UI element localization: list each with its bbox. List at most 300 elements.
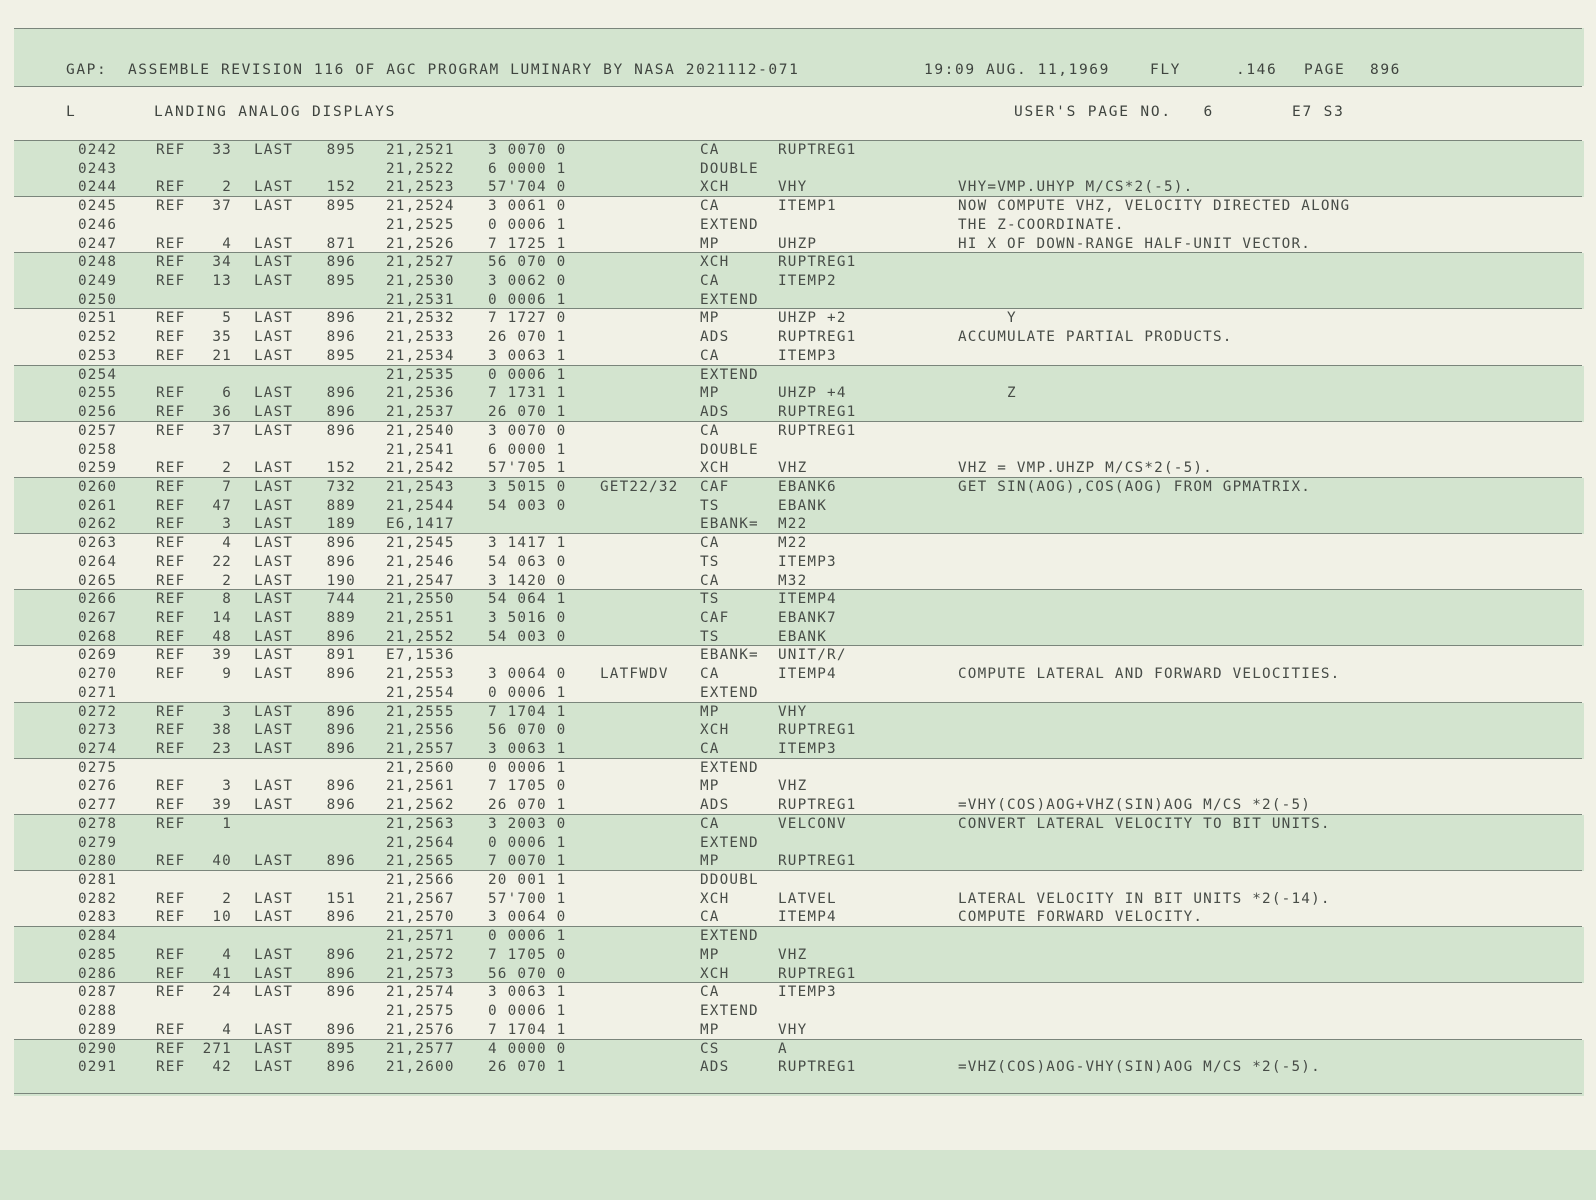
page-label: PAGE (1304, 62, 1346, 78)
ref-label: REF (156, 553, 186, 570)
last-page: 732 (326, 478, 356, 495)
octal-word: 3 5015 0 (488, 478, 567, 495)
last-page: 896 (326, 553, 356, 570)
listing-row (14, 478, 1582, 497)
ref-label: REF (156, 329, 186, 346)
octal-word: 0 0006 1 (488, 1003, 567, 1020)
ref-count: 22 (212, 553, 232, 570)
line-number: 0266 (78, 591, 118, 608)
last-label: LAST (254, 647, 294, 664)
octal-word: 56 070 0 (488, 965, 567, 982)
address: 21,2523 (386, 179, 455, 196)
operand: M22 (778, 535, 808, 552)
octal-word: 56 070 0 (488, 722, 567, 739)
address: 21,2564 (386, 834, 455, 851)
address: 21,2521 (386, 142, 455, 158)
ref-label: REF (156, 422, 186, 439)
octal-word: 54 003 0 (488, 628, 567, 645)
comment: THE Z-COORDINATE. (958, 216, 1125, 233)
comment: =VHZ(COS)AOG-VHY(SIN)AOG M/CS *2(-5). (958, 1059, 1321, 1076)
octal-word: 54 064 1 (488, 591, 567, 608)
ref-label: REF (156, 815, 186, 832)
ref-label: REF (156, 722, 186, 739)
octal-word: 3 1417 1 (488, 535, 567, 552)
opcode: EBANK= (700, 516, 759, 533)
last-label: LAST (254, 478, 294, 495)
last-page: 889 (326, 497, 356, 514)
opcode: ADS (700, 329, 730, 346)
last-page: 896 (326, 741, 356, 757)
listing-row (14, 703, 1582, 722)
address: 21,2533 (386, 329, 455, 346)
opcode: EXTEND (700, 1003, 759, 1020)
ref-count: 3 (222, 703, 232, 720)
opcode: CA (700, 347, 720, 364)
opcode: CA (700, 666, 720, 683)
ref-label: REF (156, 1059, 186, 1076)
operand: EBANK (778, 628, 828, 645)
operand: EBANK7 (778, 609, 837, 626)
ref-label: REF (156, 273, 186, 290)
last-page: 744 (326, 591, 356, 608)
line-number: 0279 (78, 834, 118, 851)
comment: CONVERT LATERAL VELOCITY TO BIT UNITS. (958, 815, 1331, 832)
octal-word: 26 070 1 (488, 797, 567, 814)
last-label: LAST (254, 516, 294, 533)
last-label: LAST (254, 609, 294, 626)
line-number: 0268 (78, 628, 118, 645)
address: 21,2560 (386, 759, 455, 776)
last-page: 190 (326, 572, 356, 589)
ref-count: 21 (212, 347, 232, 364)
last-label: LAST (254, 179, 294, 196)
operand: ITEMP2 (778, 273, 837, 290)
ref-label: REF (156, 666, 186, 683)
operand: ITEMP4 (778, 666, 837, 683)
last-page: 896 (326, 404, 356, 421)
comment: LATERAL VELOCITY IN BIT UNITS *2(-14). (958, 890, 1331, 907)
listing-row (14, 160, 1582, 179)
listing-row (14, 366, 1582, 385)
address: 21,2530 (386, 273, 455, 290)
listing-row (14, 1040, 1582, 1059)
ref-label: REF (156, 385, 186, 402)
last-label: LAST (254, 535, 294, 552)
line-number: 0286 (78, 965, 118, 982)
operand: ITEMP3 (778, 984, 837, 1001)
ref-label: REF (156, 235, 186, 252)
last-page: 895 (326, 198, 356, 215)
address: 21,2542 (386, 460, 455, 477)
line-number: 0291 (78, 1059, 118, 1076)
operand: ITEMP4 (778, 909, 837, 926)
opcode: MP (700, 778, 720, 795)
ref-label: REF (156, 741, 186, 757)
ref-count: 9 (222, 666, 232, 683)
line-number: 0278 (78, 815, 118, 832)
listing-row (14, 590, 1582, 609)
listing-row (14, 684, 1582, 703)
ref-count: 8 (222, 591, 232, 608)
ref-count: 7 (222, 478, 232, 495)
ref-count: 3 (222, 516, 232, 533)
ref-label: REF (156, 1040, 186, 1057)
ref-count: 6 (222, 385, 232, 402)
opcode: TS (700, 628, 720, 645)
ref-label: REF (156, 404, 186, 421)
ref-count: 39 (212, 797, 232, 814)
ref-count: 33 (212, 142, 232, 158)
version-number: .146 (1236, 62, 1278, 78)
ref-label: REF (156, 628, 186, 645)
operand: RUPTREG1 (778, 404, 857, 421)
ref-count: 4 (222, 235, 232, 252)
line-number: 0270 (78, 666, 118, 683)
operand: VHZ (778, 460, 808, 477)
address: 21,2547 (386, 572, 455, 589)
section-title: LANDING ANALOG DISPLAYS (154, 104, 397, 120)
opcode: EXTEND (700, 216, 759, 233)
opcode: ADS (700, 404, 730, 421)
opcode: XCH (700, 722, 730, 739)
listing-row (14, 347, 1582, 366)
ref-label: REF (156, 497, 186, 514)
last-label: LAST (254, 909, 294, 926)
listing-row (14, 908, 1582, 927)
line-number: 0287 (78, 984, 118, 1001)
line-number: 0277 (78, 797, 118, 814)
ref-count: 36 (212, 404, 232, 421)
subheader-mark: L (66, 104, 77, 120)
operand: RUPTREG1 (778, 965, 857, 982)
last-page: 152 (326, 460, 356, 477)
last-label: LAST (254, 198, 294, 215)
last-label: LAST (254, 329, 294, 346)
octal-word: 57'704 0 (488, 179, 567, 196)
opcode: TS (700, 591, 720, 608)
ref-count: 10 (212, 909, 232, 926)
address: 21,2544 (386, 497, 455, 514)
line-number: 0252 (78, 329, 118, 346)
comment: COMPUTE LATERAL AND FORWARD VELOCITIES. (958, 666, 1341, 683)
address: 21,2570 (386, 909, 455, 926)
last-label: LAST (254, 965, 294, 982)
octal-word: 0 0006 1 (488, 684, 567, 701)
line-number: 0275 (78, 759, 118, 776)
last-page: 895 (326, 347, 356, 364)
ref-label: REF (156, 1021, 186, 1038)
last-page: 896 (326, 797, 356, 814)
listing-row (14, 852, 1582, 871)
ref-count: 2 (222, 179, 232, 196)
operand: RUPTREG1 (778, 797, 857, 814)
line-number: 0283 (78, 909, 118, 926)
octal-word: 3 2003 0 (488, 815, 567, 832)
listing-row (14, 871, 1582, 890)
address: 21,2537 (386, 404, 455, 421)
line-number: 0253 (78, 347, 118, 364)
line-number: 0256 (78, 404, 118, 421)
opcode: CA (700, 572, 720, 589)
ref-label: REF (156, 460, 186, 477)
last-label: LAST (254, 946, 294, 963)
last-page: 891 (326, 647, 356, 664)
last-label: LAST (254, 553, 294, 570)
opcode: EXTEND (700, 834, 759, 851)
listing-row (14, 197, 1582, 216)
line-number: 0269 (78, 647, 118, 664)
octal-word: 0 0006 1 (488, 216, 567, 233)
symbol-label: GET22/32 (600, 478, 679, 495)
operand: VHY (778, 703, 808, 720)
ref-count: 14 (212, 609, 232, 626)
last-page: 896 (326, 965, 356, 982)
listing-row (14, 272, 1582, 291)
program-title: GAP: ASSEMBLE REVISION 116 OF AGC PROGRAM LUMINARY BY NASA 2021112-071 (66, 62, 800, 78)
octal-word: 7 1705 0 (488, 946, 567, 963)
address: 21,2574 (386, 984, 455, 1001)
opcode: DOUBLE (700, 441, 759, 458)
opcode: CAF (700, 478, 730, 495)
last-label: LAST (254, 591, 294, 608)
last-label: LAST (254, 703, 294, 720)
address: 21,2546 (386, 553, 455, 570)
octal-word: 6 0000 1 (488, 160, 567, 177)
code-listing (14, 141, 1582, 1077)
last-page: 896 (326, 703, 356, 720)
operand: UHZP +2 (778, 310, 847, 327)
operand: EBANK (778, 497, 828, 514)
operand: M32 (778, 572, 808, 589)
octal-word: 7 1725 1 (488, 235, 567, 252)
opcode: MP (700, 853, 720, 870)
ref-label: REF (156, 254, 186, 271)
last-page: 895 (326, 273, 356, 290)
address: 21,2553 (386, 666, 455, 683)
ref-count: 23 (212, 741, 232, 757)
last-label: LAST (254, 497, 294, 514)
address: 21,2541 (386, 441, 455, 458)
address: 21,2525 (386, 216, 455, 233)
opcode: CA (700, 422, 720, 439)
ref-label: REF (156, 890, 186, 907)
ref-count: 5 (222, 310, 232, 327)
operand: M22 (778, 516, 808, 533)
operand: RUPTREG1 (778, 254, 857, 271)
opcode: EXTEND (700, 291, 759, 308)
ref-count: 4 (222, 946, 232, 963)
address: 21,2552 (386, 628, 455, 645)
line-number: 0285 (78, 946, 118, 963)
line-number: 0244 (78, 179, 118, 196)
last-label: LAST (254, 310, 294, 327)
last-page: 896 (326, 1021, 356, 1038)
line-number: 0267 (78, 609, 118, 626)
line-number: 0271 (78, 684, 118, 701)
octal-word: 3 0064 0 (488, 909, 567, 926)
ref-label: REF (156, 797, 186, 814)
ref-count: 40 (212, 853, 232, 870)
line-number: 0245 (78, 198, 118, 215)
ref-label: REF (156, 853, 186, 870)
ref-label: REF (156, 965, 186, 982)
line-number: 0247 (78, 235, 118, 252)
section-code: E7 S3 (1292, 104, 1345, 120)
opcode: CA (700, 198, 720, 215)
octal-word: 0 0006 1 (488, 834, 567, 851)
listing-row (14, 796, 1582, 815)
last-label: LAST (254, 984, 294, 1001)
operand: ITEMP1 (778, 198, 837, 215)
ref-label: REF (156, 179, 186, 196)
comment: NOW COMPUTE VHZ, VELOCITY DIRECTED ALONG (958, 198, 1351, 215)
ref-count: 37 (212, 422, 232, 439)
comment: GET SIN(AOG),COS(AOG) FROM GPMATRIX. (958, 478, 1312, 495)
listing-row (14, 759, 1582, 778)
line-number: 0249 (78, 273, 118, 290)
last-page: 151 (326, 890, 356, 907)
octal-word: 3 0061 0 (488, 198, 567, 215)
comment: COMPUTE FORWARD VELOCITY. (958, 909, 1204, 926)
last-label: LAST (254, 254, 294, 271)
ref-count: 39 (212, 647, 232, 664)
opcode: CA (700, 142, 720, 158)
ref-count: 34 (212, 254, 232, 271)
address: 21,2543 (386, 478, 455, 495)
last-label: LAST (254, 404, 294, 421)
opcode: TS (700, 553, 720, 570)
address: 21,2556 (386, 722, 455, 739)
operand: RUPTREG1 (778, 422, 857, 439)
listing-row (14, 253, 1582, 272)
operand: RUPTREG1 (778, 853, 857, 870)
last-page: 896 (326, 778, 356, 795)
octal-word: 3 0063 1 (488, 741, 567, 757)
line-number: 0282 (78, 890, 118, 907)
octal-word: 7 1727 0 (488, 310, 567, 327)
last-label: LAST (254, 741, 294, 757)
line-number: 0274 (78, 741, 118, 757)
address: 21,2532 (386, 310, 455, 327)
opcode: CA (700, 909, 720, 926)
comment: Z (958, 385, 1017, 402)
ref-count: 2 (222, 460, 232, 477)
opcode: MP (700, 235, 720, 252)
octal-word: 3 5016 0 (488, 609, 567, 626)
operand: RUPTREG1 (778, 329, 857, 346)
ref-label: REF (156, 984, 186, 1001)
octal-word: 20 001 1 (488, 872, 567, 889)
octal-word: 56 070 0 (488, 254, 567, 271)
opcode: CS (700, 1040, 720, 1057)
ref-count: 4 (222, 535, 232, 552)
operand: ITEMP4 (778, 591, 837, 608)
line-number: 0243 (78, 160, 118, 177)
line-number: 0250 (78, 291, 118, 308)
operand: A (778, 1040, 788, 1057)
octal-word: 57'705 1 (488, 460, 567, 477)
header-top-rule (14, 28, 1582, 29)
line-number: 0258 (78, 441, 118, 458)
address: 21,2526 (386, 235, 455, 252)
line-number: 0246 (78, 216, 118, 233)
listing-row (14, 441, 1582, 460)
address: 21,2551 (386, 609, 455, 626)
opcode: EXTEND (700, 366, 759, 383)
page-number: 896 (1370, 62, 1401, 78)
octal-word: 7 1731 1 (488, 385, 567, 402)
octal-word: 7 0070 1 (488, 853, 567, 870)
page-header (66, 62, 1516, 82)
ref-count: 2 (222, 572, 232, 589)
last-label: LAST (254, 1040, 294, 1057)
comment: ACCUMULATE PARTIAL PRODUCTS. (958, 329, 1233, 346)
ref-count: 4 (222, 1021, 232, 1038)
last-label: LAST (254, 422, 294, 439)
operand: VHZ (778, 946, 808, 963)
operand: RUPTREG1 (778, 142, 857, 158)
assembly-time: 19:09 AUG. 11,1969 (924, 62, 1110, 78)
ref-label: REF (156, 535, 186, 552)
last-page: 871 (326, 235, 356, 252)
ref-label: REF (156, 591, 186, 608)
listing-row (14, 534, 1582, 553)
listing-row (14, 665, 1582, 684)
address: 21,2600 (386, 1059, 455, 1076)
listing-row (14, 740, 1582, 759)
last-label: LAST (254, 628, 294, 645)
last-label: LAST (254, 1021, 294, 1038)
ref-count: 13 (212, 273, 232, 290)
listing-row (14, 628, 1582, 647)
listing-row (14, 815, 1582, 834)
last-label: LAST (254, 797, 294, 814)
address: 21,2576 (386, 1021, 455, 1038)
operand: UHZP +4 (778, 385, 847, 402)
opcode: XCH (700, 890, 730, 907)
last-label: LAST (254, 666, 294, 683)
line-number: 0254 (78, 366, 118, 383)
address: 21,2575 (386, 1003, 455, 1020)
opcode: EXTEND (700, 759, 759, 776)
last-page: 895 (326, 1040, 356, 1057)
last-page: 896 (326, 1059, 356, 1076)
line-number: 0281 (78, 872, 118, 889)
octal-word: 0 0006 1 (488, 928, 567, 945)
ref-label: REF (156, 142, 186, 158)
opcode: CA (700, 741, 720, 757)
opcode: EBANK= (700, 647, 759, 664)
listing-row (14, 1002, 1582, 1021)
listing-row (14, 141, 1582, 160)
listing-row (14, 834, 1582, 853)
octal-word: 3 0063 1 (488, 347, 567, 364)
listing-row (14, 497, 1582, 516)
last-page: 896 (326, 946, 356, 963)
last-label: LAST (254, 235, 294, 252)
ref-label: REF (156, 609, 186, 626)
operand: EBANK6 (778, 478, 837, 495)
operand: ITEMP3 (778, 741, 837, 757)
octal-word: 0 0006 1 (488, 759, 567, 776)
last-page: 895 (326, 142, 356, 158)
ref-count: 2 (222, 890, 232, 907)
ref-count: 47 (212, 497, 232, 514)
listing-row (14, 572, 1582, 591)
last-page: 896 (326, 722, 356, 739)
operand: VHZ (778, 778, 808, 795)
listing-row (14, 927, 1582, 946)
